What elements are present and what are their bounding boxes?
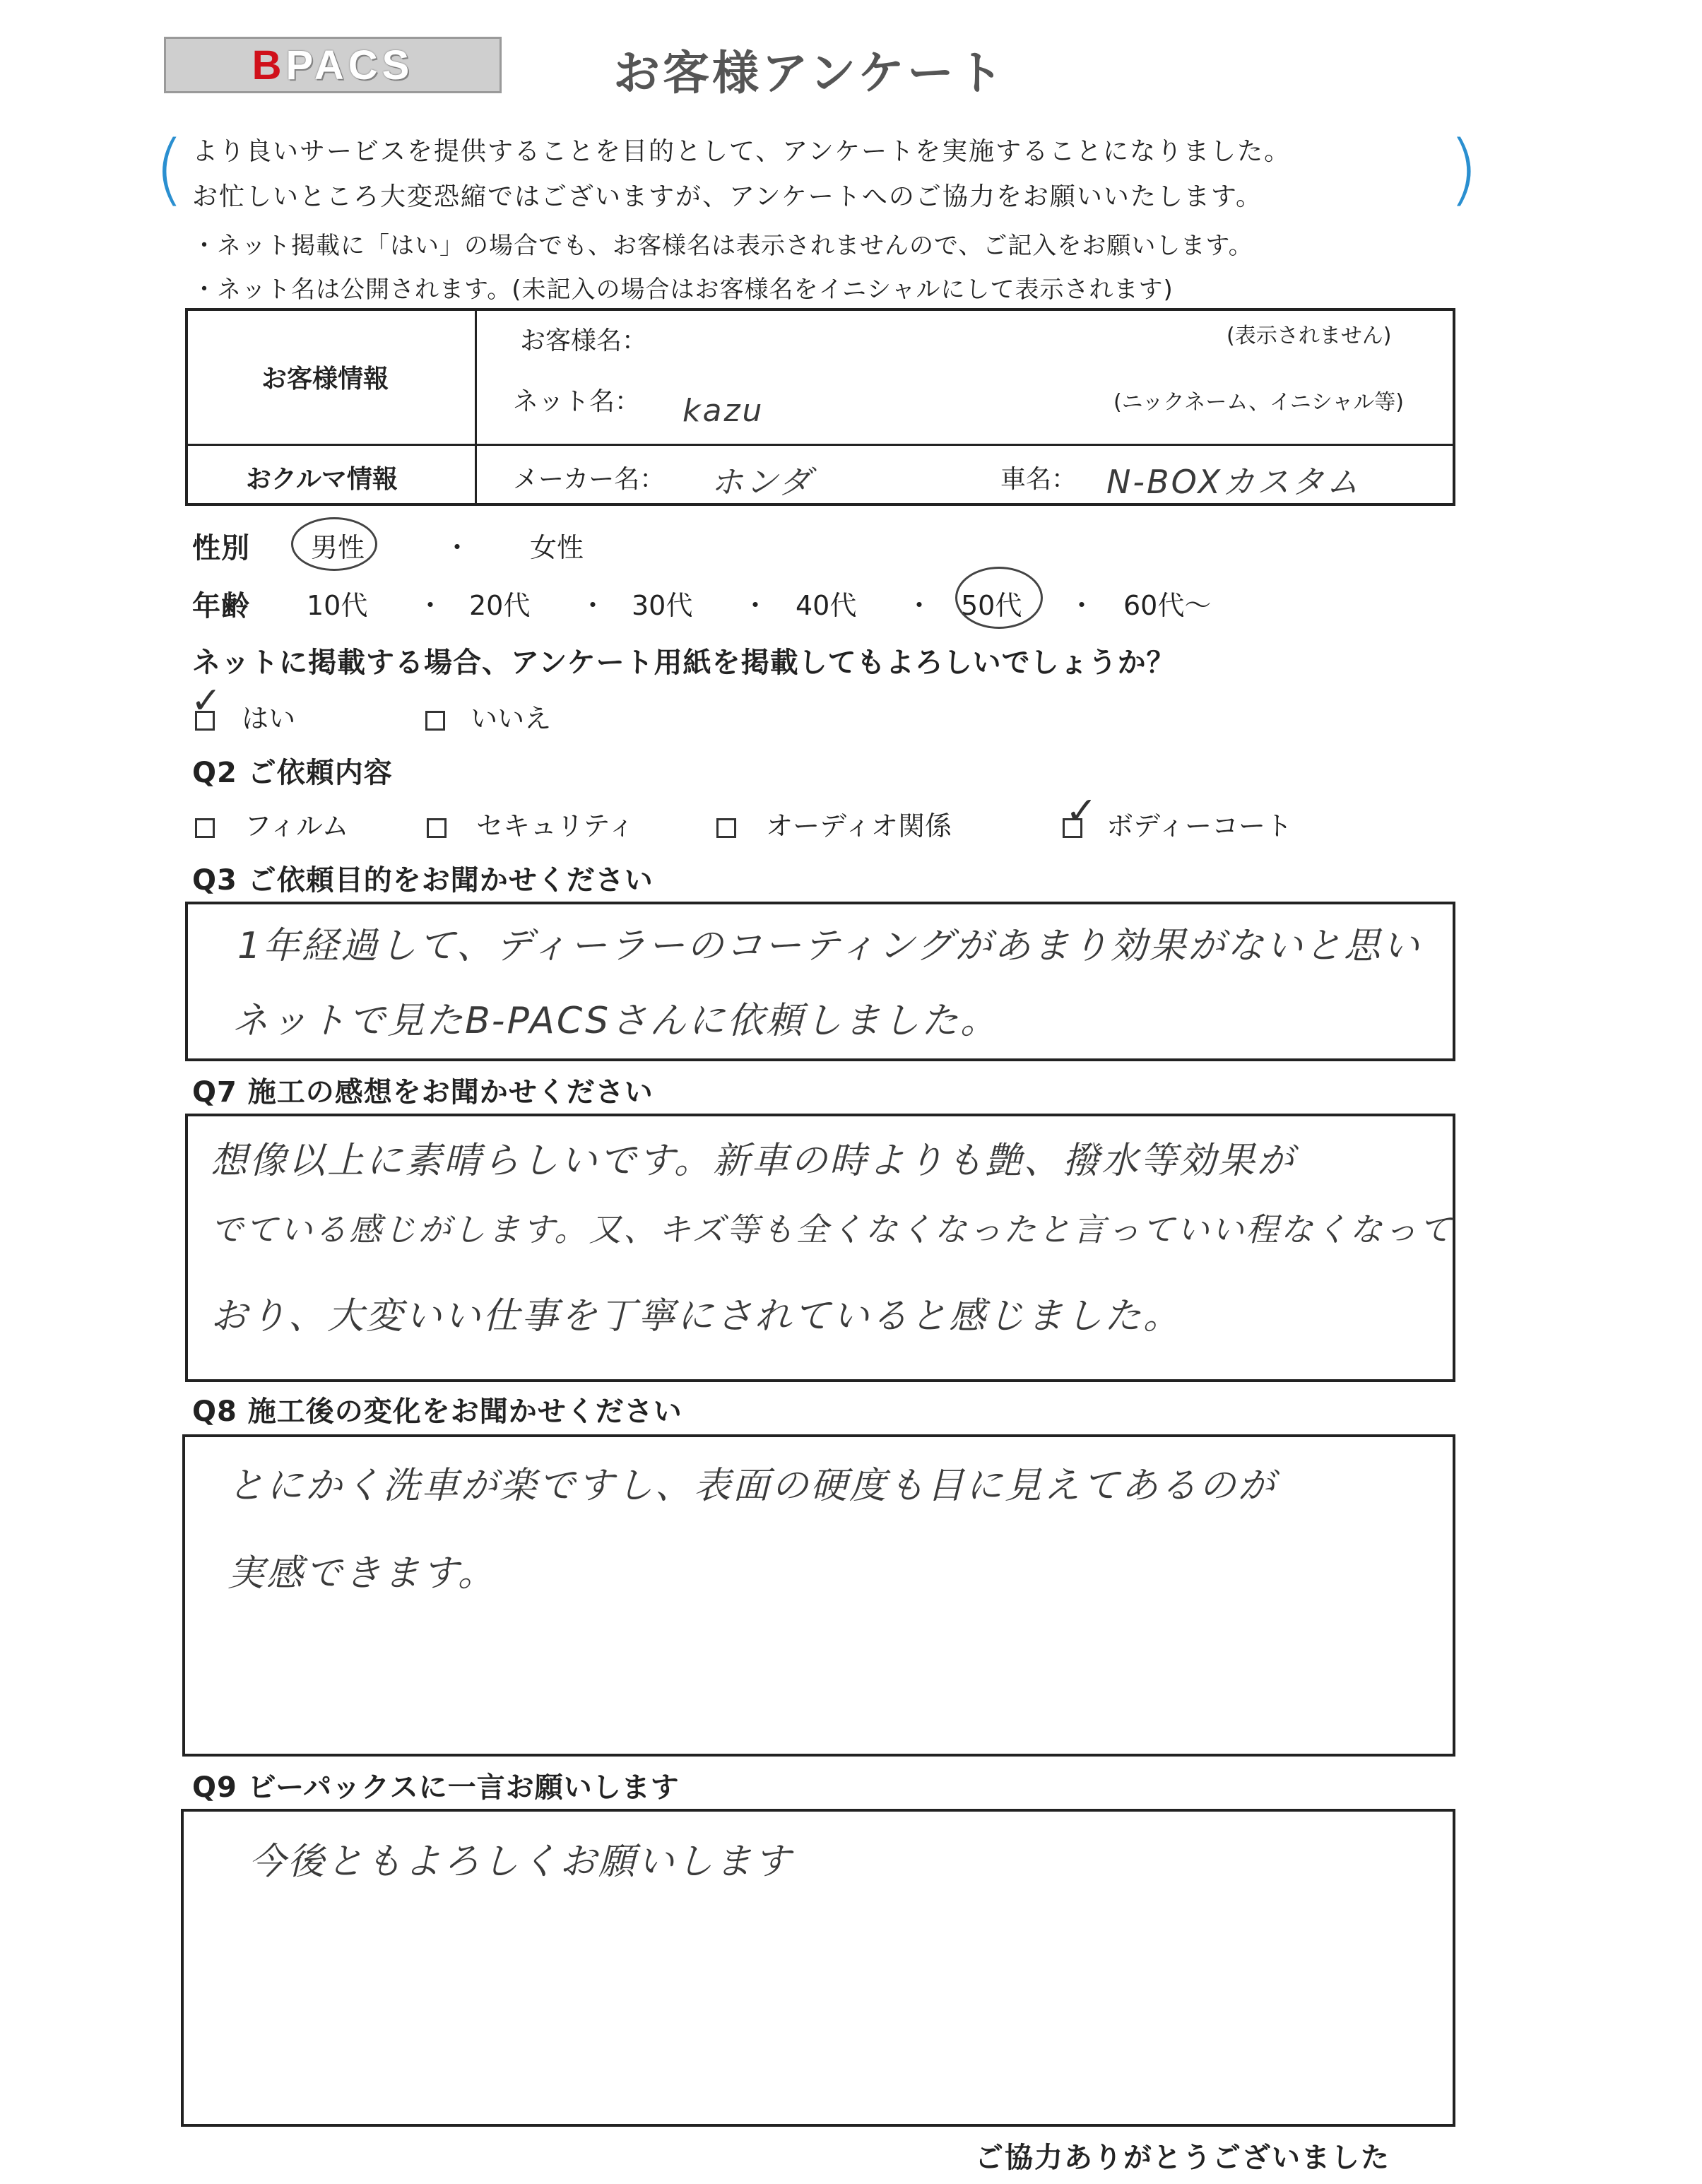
q2-question: Q2 ご依頼内容 [192,757,393,789]
age-separator: ・ [1068,590,1096,621]
publish-yes-label: はい [242,703,296,734]
q3-answer-line-2: ネットで見たB-PACSさんに依頼しました。 [232,1000,1000,1042]
selection-circle-icon [291,517,377,571]
age-option-60s-plus[interactable]: 60代～ [1123,590,1212,621]
q2-option-label: フィルム [244,810,349,842]
maker-field[interactable]: ホンダ [711,463,814,501]
q2-option-audio[interactable] [716,804,952,843]
age-separator: ・ [579,590,607,621]
q9-answer-line-1: 今後ともよろしくお願いします [249,1841,793,1883]
q8-question: Q8 施工後の変化をお聞かせください [192,1395,682,1428]
gender-option-female[interactable]: 女性 [530,532,584,563]
age-option-50s[interactable]: 50代 [961,590,1022,621]
q8-answer-line-1: とにかく洗車が楽ですし、表面の硬度も目に見えてあるのが [227,1465,1277,1507]
publish-no-label: いいえ [471,703,552,734]
checkbox-icon[interactable] [716,818,736,838]
age-option-20s[interactable]: 20代 [469,590,531,621]
customer-name-note: (表示されません) [1227,324,1392,348]
page-title: お客様アンケート [613,46,1007,100]
note-1: ・ネット掲載に「はい」の場合でも、お客様名は表示されませんので、ご記入をお願いします。 [192,232,1253,260]
checkmark-icon: ✓ [191,680,222,722]
age-separator: ・ [417,590,444,621]
intro-line-1: より良いサービスを提供することを目的として、アンケートを実施することになりました。 [192,137,1292,166]
q7-answer-box[interactable] [185,1114,1455,1382]
logo-prefix: B [252,42,286,88]
age-label: 年齢 [192,590,250,622]
q3-answer-box[interactable] [185,902,1455,1061]
gender-option-male[interactable]: 男性 [311,532,365,563]
q3-question: Q3 ご依頼目的をお聞かせください [192,864,654,897]
q8-answer-box[interactable] [182,1434,1455,1757]
car-name-label: 車名： [1000,465,1077,494]
q2-option-label: ボディーコート [1106,810,1293,842]
publish-question: ネットに掲載する場合、アンケート用紙を掲載してもよろしいでしょうか？ [192,647,1176,679]
q2-option-label: オーディオ関係 [766,810,952,842]
note-2: ・ネット名は公開されます。(未記入の場合はお客様名をイニシャルにして表示されます) [192,276,1174,304]
q3-answer-line-1: 1年経過して、ディーラーのコーティングがあまり効果がないと思い [237,925,1422,967]
left-brace-icon: ( [154,124,184,214]
q9-answer-box[interactable] [181,1809,1455,2127]
car-info-label: おクルマ情報 [246,465,398,494]
q8-answer-line-2: 実感できます。 [227,1552,497,1595]
net-name-label: ネット名： [513,387,641,416]
customer-info-label: お客様情報 [261,365,389,394]
publish-yes-option[interactable] [191,680,296,736]
q7-answer-line-3: おり、大変いい仕事を丁寧にされていると感じました。 [211,1295,1183,1338]
info-table [185,308,1455,506]
q9-question: Q9 ビーパックスに一言お願いします [192,1771,680,1804]
q2-option-security[interactable] [427,804,634,843]
age-separator: ・ [742,590,769,621]
customer-name-label: お客様名： [520,326,648,355]
maker-label: メーカー名： [513,465,666,494]
net-name-note: (ニックネーム、イニシャル等) [1113,390,1405,415]
q7-answer-line-1: 想像以上に素晴らしいです。新車の時よりも艶、撥水等効果が [211,1140,1296,1182]
age-option-30s[interactable]: 30代 [632,590,693,621]
checkbox-icon[interactable] [427,818,447,838]
intro-line-2: お忙しいところ大変恐縮ではございますが、アンケートへのご協力をお願いいたします。 [192,182,1263,211]
age-separator: ・ [906,590,933,621]
selection-circle-icon [955,567,1043,629]
table-divider-horizontal [188,444,1453,446]
logo-text: PACS [285,42,414,88]
age-option-10s[interactable]: 10代 [307,590,368,621]
bpacs-logo [164,37,502,93]
checkmark-icon: ✓ [1065,789,1098,833]
q2-option-body-coat[interactable] [1063,789,1293,843]
age-option-40s[interactable]: 40代 [796,590,857,621]
gender-label: 性別 [192,532,250,565]
q2-option-label: セキュリティ [476,810,635,842]
checkbox-icon[interactable] [425,711,445,731]
q2-option-film[interactable] [195,804,349,843]
gender-separator: ・ [444,532,471,563]
checkbox-icon[interactable] [195,818,215,838]
car-name-field[interactable]: N-BOXカスタム [1106,463,1361,501]
net-name-field[interactable]: kazu [682,393,764,429]
thanks-message: ご協力ありがとうございました [975,2142,1390,2174]
publish-no-option[interactable] [425,697,551,736]
q7-question: Q7 施工の感想をお聞かせください [192,1076,654,1109]
right-brace-icon: ) [1448,124,1479,214]
q7-answer-line-2: でている感じがします。又、キズ等も全くなくなったと言っていい程なくなって [211,1210,1454,1249]
table-divider-vertical [475,311,477,503]
